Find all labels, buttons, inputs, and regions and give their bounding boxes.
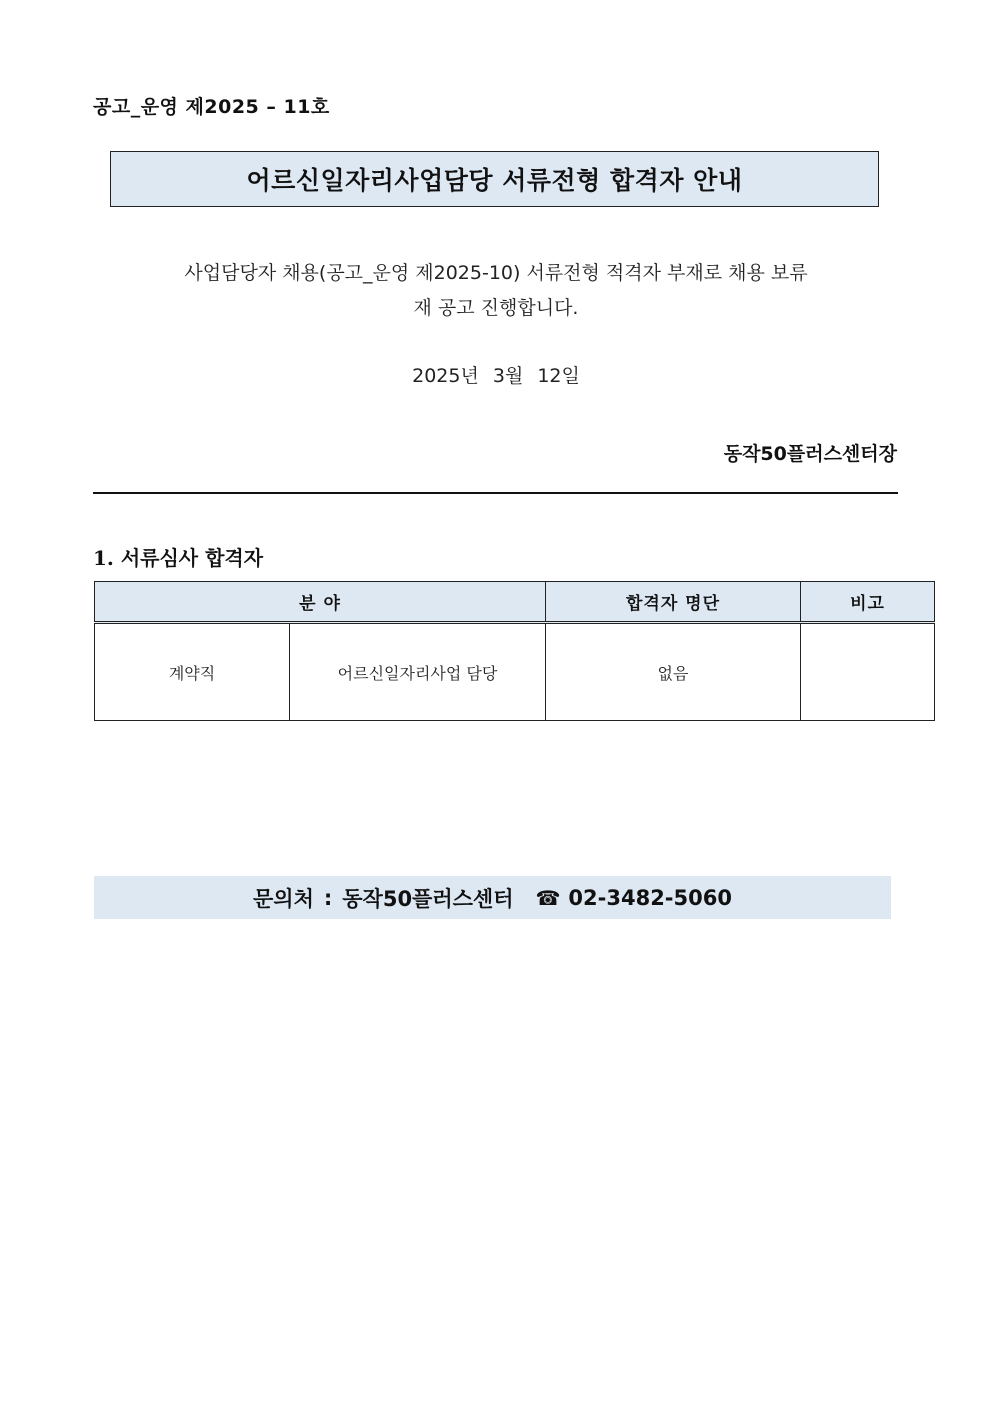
- contact-separator: :: [323, 885, 333, 910]
- header-passers: 합격자 명단: [546, 582, 801, 623]
- notice-date: 2025년 3월 12일: [412, 365, 580, 387]
- phone-icon: ☎: [535, 885, 561, 910]
- cell-position: 어르신일자리사업 담당: [290, 623, 546, 721]
- page-title: [110, 151, 879, 207]
- section-divider: [93, 492, 898, 494]
- cell-remarks: [801, 623, 935, 721]
- contact-phone: 02-3482-5060: [568, 885, 732, 910]
- section-heading: 1. 서류심사 합격자: [93, 546, 264, 570]
- header-field: 분 야: [95, 582, 546, 623]
- table-header-row: [95, 582, 935, 623]
- page-title-text: 어르신일자리사업담당 서류전형 합격자 안내: [246, 166, 743, 195]
- results-table: [94, 581, 935, 721]
- notice-text-line-1: 사업담당자 채용(공고_운영 제2025-10) 서류전형 적격자 부재로 채용 보류: [184, 262, 808, 284]
- document-number: 공고_운영 제2025 – 11호: [93, 96, 330, 118]
- cell-passers: 없음: [546, 623, 801, 721]
- contact-label: 문의처: [253, 886, 314, 911]
- notice-text-line-2: 재 공고 진행합니다.: [413, 297, 579, 319]
- header-remarks: 비고: [801, 582, 935, 623]
- contact-bar: [94, 876, 891, 919]
- cell-employment-type: 계약직: [95, 623, 290, 721]
- table-row: [95, 623, 935, 721]
- issuer-signature: 동작50플러스센터장: [723, 443, 897, 465]
- contact-org: 동작50플러스센터: [342, 886, 514, 911]
